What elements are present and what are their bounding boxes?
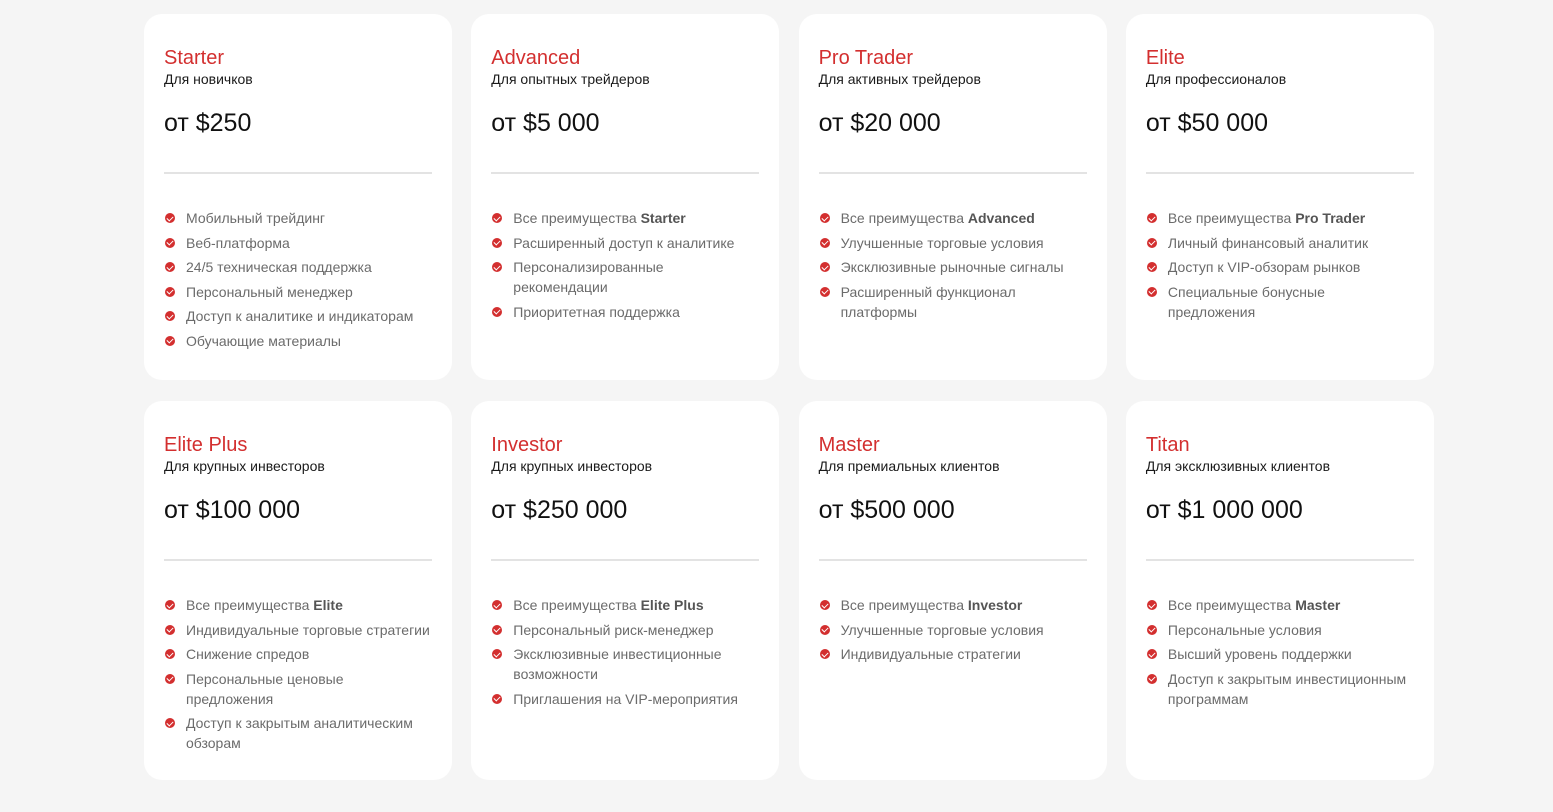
divider — [164, 172, 432, 174]
feature-item — [1146, 257, 1414, 277]
feature-item — [164, 233, 432, 253]
check-circle-icon — [1147, 674, 1157, 684]
feature-text: Персональные условия — [1167, 621, 1322, 638]
check-circle-icon — [165, 287, 175, 297]
plan-subtitle: Для профессионалов — [1145, 71, 1287, 87]
feature-item — [164, 644, 432, 664]
divider — [819, 559, 1087, 561]
feature-text: Все преимущества — [186, 597, 314, 613]
feature-item — [164, 669, 432, 709]
check-circle-icon — [492, 600, 502, 610]
feature-text: Специальные бонусные предложения — [1167, 283, 1325, 320]
feature-text: Персональный менеджер — [186, 283, 353, 300]
feature-text: Веб-платформа — [186, 234, 290, 251]
feature-item — [491, 595, 759, 615]
feature-highlight: Elite Plus — [640, 597, 704, 613]
feature-text: Мобильный трейдинг — [186, 210, 326, 226]
plan-subtitle: Для активных трейдеров — [818, 71, 981, 87]
plan-subtitle: Для крупных инвесторов — [164, 458, 325, 474]
plan-price: от $1 000 000 — [1145, 496, 1303, 524]
feature-text: Доступ к закрытым инвестиционным программам — [1167, 670, 1407, 707]
divider — [491, 172, 759, 174]
feature-text: Приглашения на VIP-мероприятия — [513, 690, 738, 707]
plan-card-starter — [144, 14, 452, 380]
feature-item — [819, 595, 1087, 615]
divider — [819, 172, 1087, 174]
feature-item — [164, 713, 432, 753]
feature-item — [1146, 644, 1414, 664]
plan-price: от $500 000 — [818, 496, 955, 524]
check-circle-icon — [1147, 262, 1157, 272]
check-circle-icon — [1147, 625, 1157, 635]
feature-text: Снижение спредов — [186, 646, 310, 663]
feature-item — [819, 233, 1087, 253]
feature-item — [164, 331, 432, 351]
feature-highlight: Starter — [640, 210, 686, 226]
check-circle-icon — [165, 600, 175, 610]
feature-list — [819, 208, 1087, 322]
check-circle-icon — [165, 213, 175, 223]
plan-price: от $250 000 — [491, 496, 628, 524]
check-circle-icon — [492, 262, 502, 272]
feature-item — [491, 257, 759, 297]
feature-item — [491, 208, 759, 228]
feature-text: Доступ к аналитике и индикаторам — [186, 308, 414, 325]
check-circle-icon — [492, 213, 502, 223]
plan-title: Titan — [1145, 434, 1190, 456]
feature-text: Эксклюзивные инвестиционные возможности — [513, 646, 722, 683]
divider — [1146, 172, 1414, 174]
plan-title: Investor — [491, 434, 563, 456]
feature-item — [1146, 669, 1414, 709]
feature-item — [491, 689, 759, 709]
check-circle-icon — [165, 311, 175, 321]
check-circle-icon — [820, 625, 830, 635]
feature-text: Индивидуальные стратегии — [840, 646, 1021, 663]
check-circle-icon — [820, 649, 830, 659]
plan-card-master — [799, 401, 1107, 780]
feature-item — [1146, 595, 1414, 615]
feature-list — [1146, 208, 1414, 322]
check-circle-icon — [820, 238, 830, 248]
feature-list — [164, 595, 432, 753]
plan-title: Starter — [164, 47, 225, 69]
feature-item — [164, 306, 432, 326]
feature-list — [164, 208, 432, 351]
feature-item — [819, 208, 1087, 228]
feature-item — [164, 595, 432, 615]
check-circle-icon — [492, 625, 502, 635]
check-circle-icon — [820, 213, 830, 223]
feature-highlight: Advanced — [967, 210, 1035, 226]
feature-text: Расширенный доступ к аналитике — [513, 234, 735, 251]
feature-text: Все преимущества — [1167, 210, 1296, 226]
feature-item — [1146, 233, 1414, 253]
plan-card-pro-trader — [799, 14, 1107, 380]
feature-item — [819, 257, 1087, 277]
feature-item — [164, 282, 432, 302]
feature-item — [491, 644, 759, 684]
feature-item — [1146, 620, 1414, 640]
plan-card-advanced — [471, 14, 779, 380]
plan-title: Elite Plus — [164, 434, 248, 456]
feature-text: Высший уровень поддержки — [1167, 646, 1352, 663]
check-circle-icon — [492, 307, 502, 317]
feature-highlight: Investor — [967, 597, 1023, 613]
feature-text: Улучшенные торговые условия — [840, 621, 1044, 638]
feature-text: Все преимущества — [840, 597, 968, 613]
divider — [491, 559, 759, 561]
check-circle-icon — [165, 718, 175, 728]
feature-text: Приоритетная поддержка — [513, 303, 680, 320]
feature-text: Обучающие материалы — [186, 332, 341, 349]
check-circle-icon — [1147, 213, 1157, 223]
feature-text: Персонализированные рекомендации — [513, 259, 664, 296]
feature-text: Индивидуальные торговые стратегии — [186, 621, 430, 638]
plans-grid — [144, 14, 1434, 780]
feature-highlight: Pro Trader — [1295, 210, 1366, 226]
plan-subtitle: Для эксклюзивных клиентов — [1145, 458, 1331, 474]
feature-list — [1146, 595, 1414, 709]
plan-card-elite — [1126, 14, 1434, 380]
plan-title: Master — [818, 434, 880, 456]
plan-subtitle: Для премиальных клиентов — [818, 458, 1000, 474]
feature-text: Все преимущества — [1167, 597, 1296, 613]
plan-card-elite-plus — [144, 401, 452, 780]
feature-text: Доступ к VIP-обзорам рынков — [1167, 259, 1361, 276]
feature-item — [164, 620, 432, 640]
feature-text: Расширенный функционал платформы — [840, 283, 1016, 320]
plan-title: Advanced — [491, 47, 581, 69]
feature-item — [819, 644, 1087, 664]
feature-text: Доступ к закрытым аналитическим обзорам — [186, 715, 413, 752]
plan-card-investor — [471, 401, 779, 780]
check-circle-icon — [492, 238, 502, 248]
plan-subtitle: Для новичков — [164, 71, 253, 87]
plan-price: от $250 — [164, 109, 252, 137]
feature-item — [819, 282, 1087, 322]
check-circle-icon — [1147, 287, 1157, 297]
check-circle-icon — [1147, 600, 1157, 610]
check-circle-icon — [165, 262, 175, 272]
divider — [1146, 559, 1414, 561]
feature-text: Персональный риск-менеджер — [513, 621, 714, 638]
feature-item — [1146, 282, 1414, 322]
feature-item — [491, 620, 759, 640]
feature-item — [819, 620, 1087, 640]
feature-list — [819, 595, 1087, 664]
check-circle-icon — [492, 649, 502, 659]
feature-item — [1146, 208, 1414, 228]
feature-text: Улучшенные торговые условия — [840, 234, 1044, 251]
plan-title: Elite — [1145, 47, 1185, 69]
feature-highlight: Master — [1295, 597, 1341, 613]
check-circle-icon — [165, 649, 175, 659]
plan-title: Pro Trader — [818, 47, 914, 69]
feature-text: Персональные ценовые предложения — [186, 670, 344, 707]
feature-highlight: Elite — [313, 597, 343, 613]
check-circle-icon — [492, 694, 502, 704]
plan-price: от $5 000 — [491, 109, 600, 137]
feature-item — [164, 208, 432, 228]
feature-text: 24/5 техническая поддержка — [186, 259, 372, 276]
feature-list — [491, 208, 759, 322]
plan-price: от $20 000 — [818, 109, 941, 137]
check-circle-icon — [820, 287, 830, 297]
plan-price: от $50 000 — [1145, 109, 1269, 137]
feature-text: Эксклюзивные рыночные сигналы — [840, 259, 1064, 276]
check-circle-icon — [820, 600, 830, 610]
feature-item — [491, 233, 759, 253]
check-circle-icon — [820, 262, 830, 272]
plan-subtitle: Для опытных трейдеров — [491, 71, 650, 87]
feature-list — [491, 595, 759, 709]
check-circle-icon — [165, 625, 175, 635]
feature-text: Личный финансовый аналитик — [1167, 234, 1369, 251]
feature-text: Все преимущества — [513, 597, 641, 613]
check-circle-icon — [165, 336, 175, 346]
feature-item — [164, 257, 432, 277]
check-circle-icon — [165, 674, 175, 684]
plan-card-titan — [1126, 401, 1434, 780]
check-circle-icon — [165, 238, 175, 248]
feature-text: Все преимущества — [513, 210, 641, 226]
check-circle-icon — [1147, 649, 1157, 659]
plan-subtitle: Для крупных инвесторов — [491, 458, 653, 474]
feature-text: Все преимущества — [840, 210, 968, 226]
divider — [164, 559, 432, 561]
plan-price: от $100 000 — [164, 496, 301, 524]
check-circle-icon — [1147, 238, 1157, 248]
feature-item — [491, 302, 759, 322]
